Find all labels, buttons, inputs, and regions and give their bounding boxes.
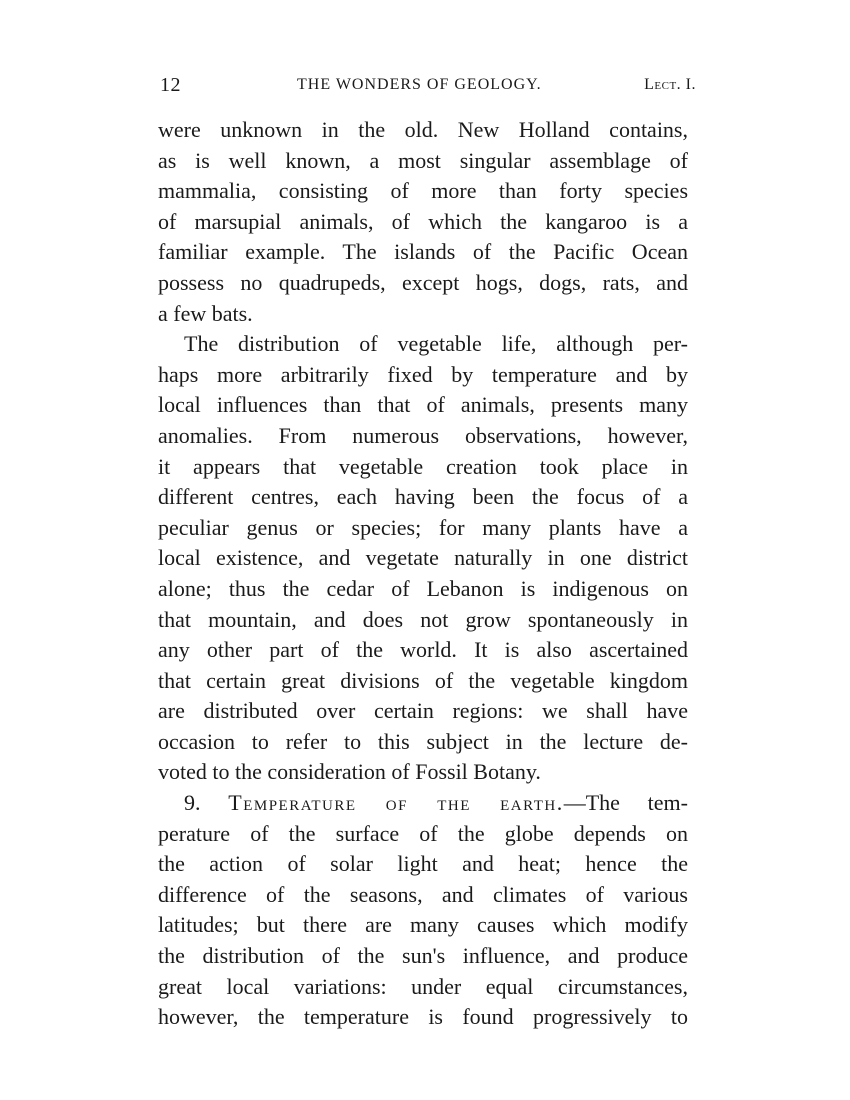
section-number: 9.	[184, 790, 201, 816]
text-line: alone; thus the cedar of Lebanon is indigenous on	[158, 575, 688, 601]
text-line: the action of solar light and heat; hence the	[158, 851, 688, 877]
text-line: of marsupial animals, of which the kangaroo is a	[158, 208, 688, 234]
text-line: different centres, each having been the focus of a	[158, 484, 688, 510]
text-line: the distribution of the sun's influence, and produce	[158, 943, 688, 969]
text-line: anomalies. From numerous observations, however,	[158, 422, 688, 448]
text-line: a few bats.	[158, 300, 253, 326]
running-title: THE WONDERS OF GEOLOGY.	[297, 76, 542, 93]
text-line: that certain great divisions of the vegetable kingdom	[158, 667, 688, 693]
section-heading: Temperature of the earth.	[228, 790, 564, 816]
running-header	[160, 74, 696, 100]
text-line: latitudes; but there are many causes which modify	[158, 912, 688, 938]
text-line: occasion to refer to this subject in the lecture de-	[158, 728, 688, 754]
text-line: are distributed over certain regions: we shall have	[158, 698, 688, 724]
section-heading-line	[158, 788, 688, 819]
text-line: great local variations: under equal circumstances,	[158, 973, 688, 999]
text-line: haps more arbitrarily fixed by temperature and by	[158, 361, 688, 387]
text-line: mammalia, consisting of more than forty species	[158, 178, 688, 204]
text-line: that mountain, and does not grow spontaneously in	[158, 606, 688, 632]
text-line: difference of the seasons, and climates of various	[158, 881, 688, 907]
text-line: it appears that vegetable creation took place in	[158, 453, 688, 479]
text-line: perature of the surface of the globe depends on	[158, 820, 688, 846]
text-line: possess no quadrupeds, except hogs, dogs, rats, and	[158, 269, 688, 295]
text-line: were unknown in the old. New Holland contains,	[158, 117, 688, 142]
page-number: 12	[160, 74, 181, 96]
text-line: familiar example. The islands of the Pacific Ocean	[158, 239, 688, 265]
body-text	[158, 115, 688, 1033]
lecture-marker: Lect. I.	[644, 76, 696, 93]
text-line: peculiar genus or species; for many plants have a	[158, 514, 688, 540]
text-line: local existence, and vegetate naturally in one district	[158, 545, 688, 571]
text-line: The distribution of vegetable life, although per-	[184, 331, 688, 357]
section-first-line-rest: —The tem-	[563, 790, 688, 816]
text-line: any other part of the world. It is also ascertained	[158, 637, 688, 663]
text-line: however, the temperature is found progressively to	[158, 1004, 688, 1030]
text-line: local influences than that of animals, presents many	[158, 392, 688, 418]
text-line: as is well known, a most singular assemblage of	[158, 147, 688, 173]
text-line: voted to the consideration of Fossil Botany.	[158, 759, 541, 785]
